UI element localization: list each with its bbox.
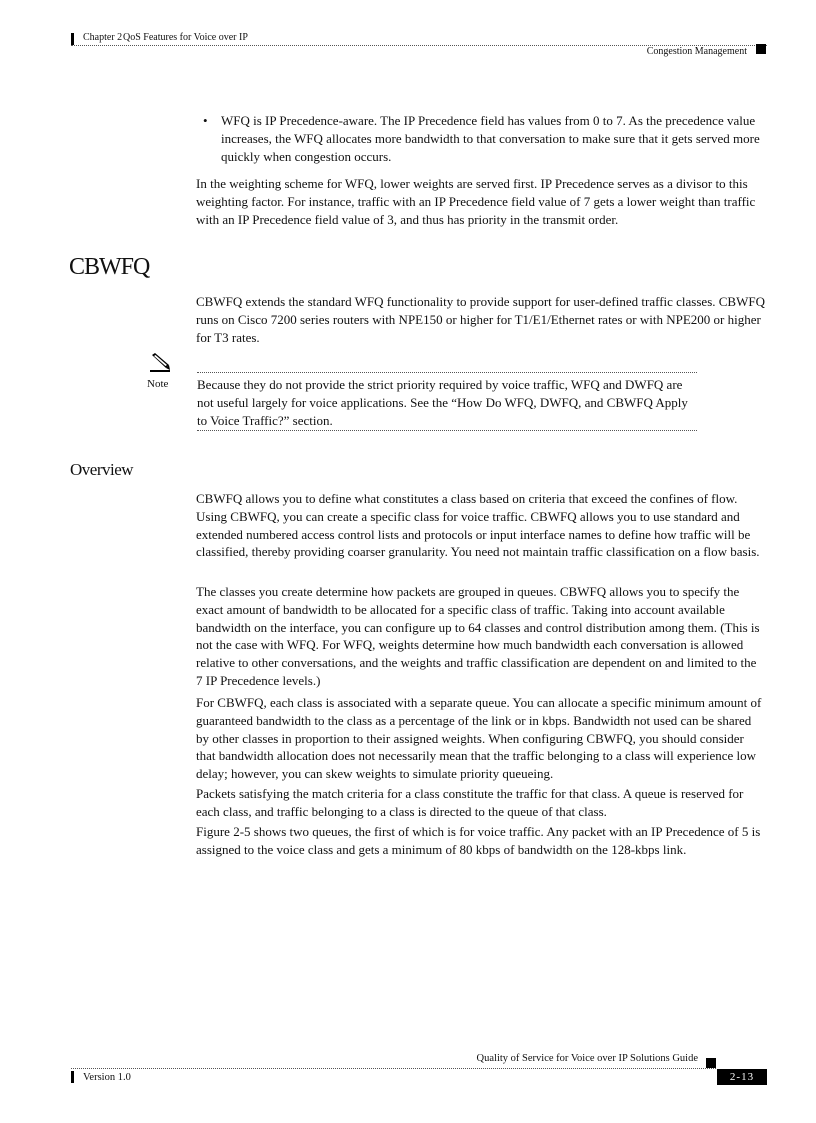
header-marker-square — [756, 44, 766, 54]
overview-paragraph-3: For CBWFQ, each class is associated with a separate queue. You can allocate a specific minimum amount of guaranteed bandwidth to the class as a percentage of the link or in kbps. Bandwidth not used can be shared by other classes in proportion to their assigned weights. When configuring CBWFQ, you should consider that bandwidth allocation does not necessarily mean that the traffic belonging to a class will experience low delay; however, you can skew weights to simulate priority queueing. — [196, 695, 762, 782]
cbwfq-paragraph: CBWFQ extends the standard WFQ functionality to provide support for user-defined traffic classes. CBWFQ runs on Cisco 7200 series routers with NPE150 or higher for T1/E1/Ethernet rates or with NPE200 or higher for T3 rates. — [196, 294, 765, 345]
footer-version: Version 1.0 — [83, 1072, 131, 1083]
note-rule-bottom — [197, 430, 697, 431]
header-chapter: Chapter 2 — [83, 32, 123, 43]
footer-left-bar — [71, 1071, 74, 1083]
note-rule-top — [197, 372, 697, 373]
note-text: Because they do not provide the strict priority required by voice traffic, WFQ and DWFQ are not useful largely for voice applications. See the “How Do WFQ, DWFQ, and CBWFQ Apply to Voice Traffic?” section. — [197, 377, 688, 428]
overview-paragraph-4: Packets satisfying the match criteria for a class constitute the traffic for that class. A queue is reserved for each class, and traffic belonging to a class is directed to the queue of that class. — [196, 786, 744, 819]
overview-paragraph-1: CBWFQ allows you to define what constitutes a class based on criteria that exceed the confines of flow. Using CBWFQ, you can create a specific class for voice traffic. CBWFQ allows you to use standard and extended numbered access control lists and protocols or input interface names to define how traffic will be classified, thereby providing coarser granularity. You need not maintain traffic classification on a flow basis. — [196, 491, 760, 560]
overview-paragraph-2: The classes you create determine how packets are grouped in queues. CBWFQ allows you to specify the exact amount of bandwidth to be allocated for a specific class of traffic. Taking into account available bandwidth on the interface, you can configure up to 64 classes and control distribution among them. (This is not the case with WFQ. For WFQ, weights determine how much bandwidth each conversation is allowed relative to other conversations, and the weights and traffic classification are dependent on and limited to the 7 IP Precedence levels.) — [196, 584, 760, 688]
footer-rule — [71, 1068, 716, 1069]
page-number: 2-13 — [717, 1069, 767, 1085]
section-heading-overview: Overview — [70, 460, 134, 479]
header-section-title: Congestion Management — [646, 46, 747, 57]
footer-marker-square — [706, 1058, 716, 1068]
overview-paragraph-5: Figure 2-5 shows two queues, the first of which is for voice traffic. Any packet with an IP Precedence of 5 is assigned to the voice class and gets a minimum of 80 kbps of bandwidth on the 128-kbps link. — [196, 824, 761, 857]
footer-guide-title: Quality of Service for Voice over IP Solutions Guide — [476, 1053, 698, 1064]
note-label: Note — [147, 378, 169, 390]
header-chapter-title: QoS Features for Voice over IP — [123, 32, 248, 43]
section-heading-cbwfq: CBWFQ — [69, 254, 150, 280]
bullet-marker: • — [203, 113, 208, 128]
note-pencil-icon — [148, 352, 172, 374]
intro-paragraph: In the weighting scheme for WFQ, lower weights are served first. IP Precedence serves as a divisor to this weighting factor. For instance, traffic with an IP Precedence field value of 7 gets a lower weight than traffic with an IP Precedence field value of 3, and thus has priority in the transmit order. — [196, 176, 756, 227]
intro-bullet-text: WFQ is IP Precedence-aware. The IP Precedence field has values from 0 to 7. As the precedence value increases, the WFQ allocates more bandwidth to that conversation to make sure that it gets served more quickly when congestion occurs. — [221, 113, 760, 164]
header-left-bar — [71, 33, 74, 45]
